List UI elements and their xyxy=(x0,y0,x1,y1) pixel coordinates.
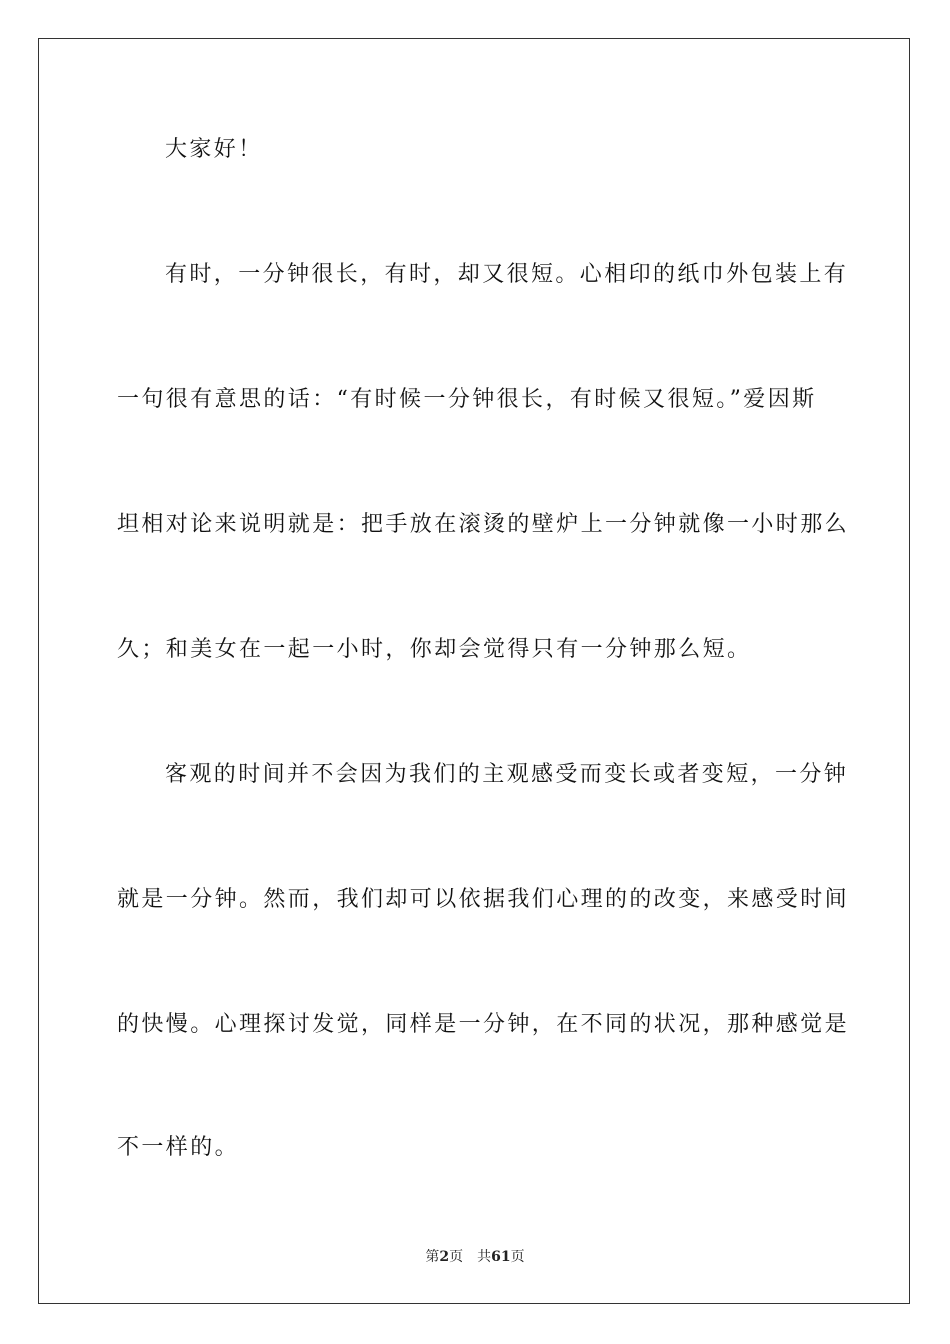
paragraph-2-line-1: 客观的时间并不会因为我们的主观感受而变长或者变短，一分钟 xyxy=(165,762,849,787)
total-pages: 61 xyxy=(491,1249,511,1265)
paragraph-1-line-4: 久；和美女在一起一小时，你却会觉得只有一分钟那么短。 xyxy=(117,637,752,662)
paragraph-2-line-2: 就是一分钟。然而，我们却可以依据我们心理的的改变，来感受时间 xyxy=(117,887,850,912)
paragraph-1-line-1: 有时，一分钟很长，有时，却又很短。心相印的纸巾外包装上有 xyxy=(165,262,849,287)
paragraph-2-line-4: 不一样的。 xyxy=(117,1135,240,1160)
greeting-text: 大家好！ xyxy=(165,137,263,162)
paragraph-1-line-3: 坦相对论来说明就是：把手放在滚烫的壁炉上一分钟就像一小时那么 xyxy=(117,512,850,537)
page-footer xyxy=(0,1248,950,1266)
page-number: 2 xyxy=(439,1249,450,1265)
page-border xyxy=(38,38,910,1304)
paragraph-2-line-3: 的快慢。心理探讨发觉，同样是一分钟，在不同的状况，那种感觉是 xyxy=(117,1012,850,1037)
page-prefix: 第 xyxy=(425,1249,440,1265)
total-suffix: 页 xyxy=(510,1249,525,1265)
paragraph-1-line-2: 一句很有意思的话：“有时候一分钟很长，有时候又很短。”爱因斯 xyxy=(117,387,817,412)
page-suffix: 页 xyxy=(449,1249,464,1265)
total-prefix: 共 xyxy=(477,1249,492,1265)
